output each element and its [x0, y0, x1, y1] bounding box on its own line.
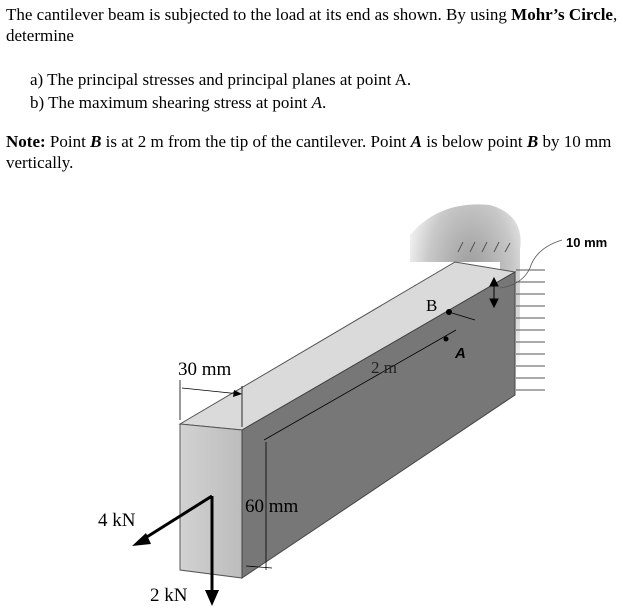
part-b-point: A — [311, 93, 322, 112]
load-2kn-arrowhead — [205, 590, 219, 606]
note-label: Note: — [6, 132, 46, 151]
part-b-end: . — [321, 93, 327, 112]
part-a — [30, 68, 411, 91]
problem-intro — [6, 4, 618, 46]
intro-bold: Mohr’s Circle — [511, 5, 613, 24]
note-point-b: B — [90, 132, 102, 151]
label-30mm: 30 mm — [178, 359, 232, 380]
part-b-label: b) — [30, 93, 45, 112]
note — [6, 131, 618, 173]
part-b-text: The maximum shearing stress at point — [48, 93, 312, 112]
point-b-dot — [446, 309, 452, 315]
note-text-2: is at 2 m from the tip of the cantilever. Point — [101, 132, 411, 151]
beam-figure — [0, 190, 623, 608]
label-10mm: 10 mm — [566, 235, 608, 250]
point-a-dot — [444, 337, 449, 342]
note-text-4: by 10 mm vertically. — [6, 132, 612, 172]
note-point-a: A — [410, 132, 422, 151]
part-b — [30, 91, 411, 114]
note-text-3: is below point — [422, 132, 527, 151]
note-point-b-2: B — [526, 132, 539, 151]
problem-items — [30, 68, 411, 114]
part-a-label: a) — [30, 70, 44, 89]
intro-end: , determine — [6, 5, 618, 45]
label-2m: 2 m — [371, 358, 397, 377]
label-b: B — [426, 296, 438, 315]
label-a: A — [455, 345, 466, 362]
dim-30mm-line — [182, 388, 240, 394]
part-a-text: The principal stresses and principal planes at point A. — [47, 70, 412, 89]
label-4kn: 4 kN — [98, 510, 136, 531]
intro-text: The cantilever beam is subjected to the load at its end as shown. By using — [6, 5, 512, 24]
label-2kn: 2 kN — [150, 585, 188, 606]
label-60mm: 60 mm — [245, 496, 299, 517]
note-text-1: Point — [45, 132, 91, 151]
